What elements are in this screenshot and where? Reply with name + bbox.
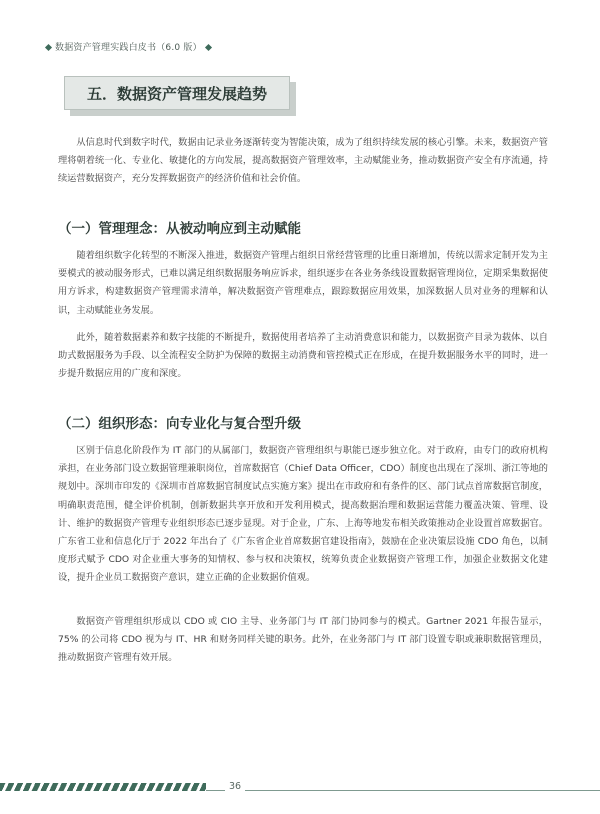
running-header	[46, 40, 211, 53]
diamond-icon	[205, 43, 212, 50]
section-1-title: （一）管理理念：从被动响应到主动赋能	[58, 221, 301, 237]
section-1-paragraph-2: 此外，随着数据素养和数字技能的不断提升，数据使用者培养了主动消费意识和能力，以数据资产目录为载体、以自助式数据服务为手段、以全流程安全防护为保障的数据主动消费和管控模式正在形成，在提升数据服务水平的同时，进一步提升数据应用的广度和深度。	[58, 332, 548, 380]
chapter-banner	[64, 76, 296, 116]
footer-rule	[206, 790, 600, 791]
running-title: 数据资产管理实践白皮书（6.0 版）	[55, 43, 202, 53]
page-number: 36	[225, 781, 245, 792]
diamond-icon	[45, 43, 52, 50]
section-2-title: （二）组织形态：向专业化与复合型升级	[58, 416, 301, 432]
section-2-paragraph-2: 数据资产管理组织形成以 CDO 或 CIO 主导、业务部门与 IT 部门协同参与的模式。Gartner 2021 年报告显示，75% 的公司将 CDO 视为与 IT、HR 和财务同样关键的职务。此外，在业务部门与 IT 部门设置专职或兼职数据管理员，推动数据资产管理有效开展。	[58, 616, 548, 664]
intro-paragraph: 从信息时代到数字时代，数据由记录业务逐渐转变为智能决策，成为了组织持续发展的核心引擎。未来，数据资产管理将朝着统一化、专业化、敏捷化的方向发展，提高数据资产管理效率，主动赋能业务，推动数据资产安全有序流通，持续运营数据资产，充分发挥数据资产的经济价值和社会价值。	[58, 137, 548, 185]
section-1-paragraph-1: 随着组织数字化转型的不断深入推进，数据资产管理占组织日常经营管理的比重日渐增加，传统以需求定制开发为主要模式的被动服务形式，已难以满足组织数据服务响应诉求，组织逐步在各业务条线设置数据管理岗位，定期采集数据使用方诉求，构建数据资产管理需求清单，解决数据资产管理难点，跟踪数据应用效果，加深数据人员对业务的理解和认识，主动赋能业务发展。	[58, 250, 548, 316]
footer-stripes	[0, 783, 206, 791]
chapter-title: 五．数据资产管理发展趋势	[64, 76, 290, 110]
section-2-paragraph-1: 区别于信息化阶段作为 IT 部门的从属部门，数据资产管理组织与职能已逐步独立化。对于政府，由专门的政府机构承担，在业务部门设立数据管理兼职岗位，首席数据官（Chief Data Officer，CDO）制度也出现在了深圳、浙江等地的规划中。深圳市印发的《深圳市首席数据官制度试点实施方案》提出在市政府和有条件的区、部门试点首席数据官制度，明确职责范围，健全评价机制，创新数据共享开放和开发利用模式，提高数据治理和数据运营能力覆盖决策、管理、设计、维护的数据资产管理专业组织形态已逐步显现。对于企业，广东、上海等地发布相关政策推动企业设置首席数据官。广东省工业和信息化厅于 2022 年出台了《广东省企业首席数据官建设指南》，鼓励在企业决策层设施 CDO 角色，以制度形式赋予 CDO 对企业重大事务的知情权、参与权和决策权，统筹负责企业数据资产管理工作，加强企业数据文化建设，提升企业员工数据资产意识，建立正确的企业数据价值观。	[58, 445, 548, 584]
